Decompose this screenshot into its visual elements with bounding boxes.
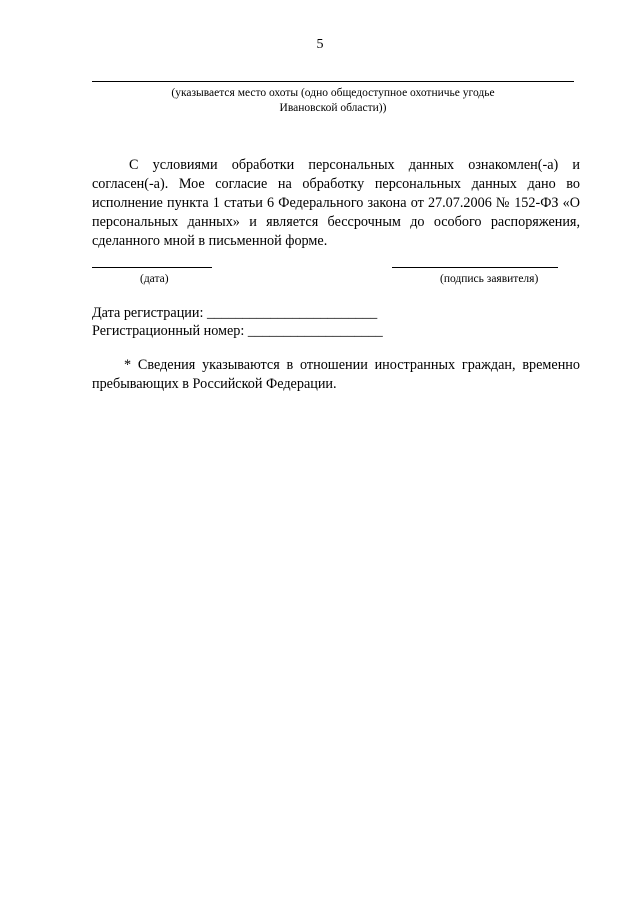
hunting-place-caption-line-2: Ивановской области))	[279, 102, 387, 114]
footnote: * Сведения указываются в отношении иностранных граждан, временно пребывающих в Российской Федерации.	[92, 357, 580, 392]
registration-number-row: Регистрационный номер: ___________________	[92, 323, 383, 339]
signature-line	[392, 267, 558, 268]
hunting-place-caption-line-1: (указывается место охоты (одно общедоступное охотничье угодье	[171, 87, 495, 99]
date-caption: (дата)	[140, 273, 169, 285]
date-line	[92, 267, 212, 268]
hunting-place-caption	[92, 86, 574, 116]
page-number: 5	[316, 37, 324, 52]
hunting-place-line	[92, 81, 574, 82]
signature-caption: (подпись заявителя)	[440, 273, 539, 285]
registration-date-row: Дата регистрации: ________________________	[92, 305, 378, 321]
consent-paragraph: С условиями обработки персональных данных ознакомлен(-а) и согласен(-а). Мое согласие на обработку персональных данных дано во исполнение пункта 1 статьи 6 Федерального закона от 27.07.2006 № 152-ФЗ «О персональных данных» и является бессрочным до особого распоряжения, сделанного мной в письменной форме.	[92, 157, 580, 249]
